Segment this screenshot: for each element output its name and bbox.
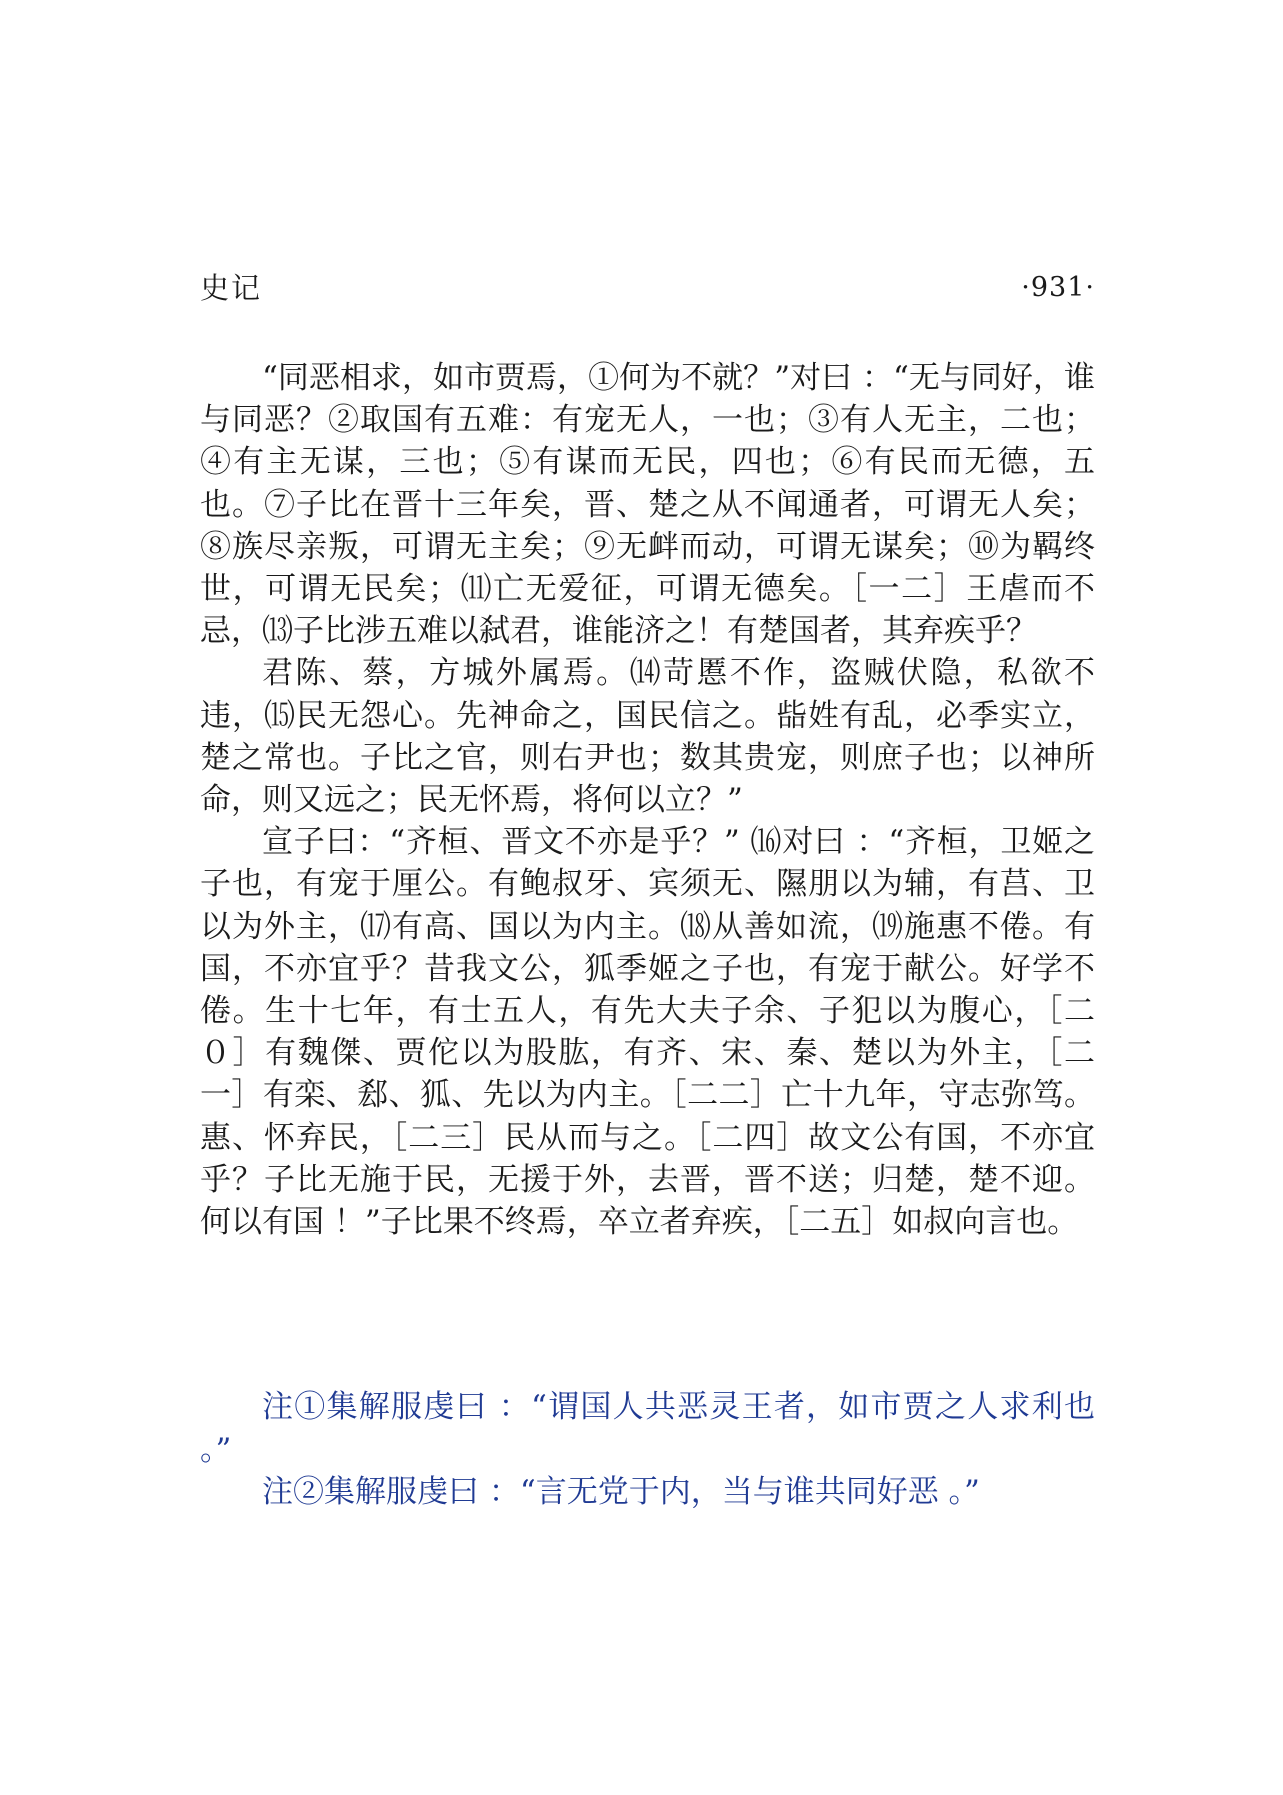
paragraph: 宣子曰：“齐桓、晋文不亦是乎？” ⒃对曰 ：“齐桓，卫姬之子也，有宠于厘公。有鲍叔牙、宾须无、隰朋以为辅，有莒、卫以为外主，⒄有高、国以为内主。⒅从善如流，⒆施惠不倦。有国，不亦宜乎？昔我文公，狐季姬之子也，有宠于献公。好学不倦。生十七年，有士五人，有先大夫子余、子犯以为腹心，［二０］有魏傑、贾佗以为股肱，有齐、宋、秦、楚以为外主，［二一］有栾、郄、狐、先以为内主。［二二］亡十九年，守志弥笃。惠、怀弃民，［二三］民从而与之。［二四］故文公有国，不亦宜乎？子比无施于民，无援于外，去晋，晋不送；归楚，楚不迎。何以有国 ！”子比果不终焉，卒立者弃疾，［二五］如叔向言也。 bbox=[200, 824, 1095, 1241]
page-number: ·931· bbox=[1021, 272, 1095, 303]
page-header bbox=[200, 268, 1095, 308]
note: 注①集解服虔曰 ：“谓国人共恶灵王者，如市贾之人求利也 。” bbox=[200, 1389, 1095, 1468]
book-title: 史记 bbox=[200, 271, 263, 305]
annotations bbox=[200, 1386, 1095, 1514]
paragraph: “同恶相求，如市贾焉，①何为不就？”对曰 ：“无与同好，谁与同恶？②取国有五难：有宠无人，一也；③有人无主，二也；④有主无谋，三也；⑤有谋而无民，四也；⑥有民而无德，五也。⑦子比在晋十三年矣，晋、楚之从不闻通者，可谓无人矣；⑧族尽亲叛，可谓无主矣；⑨无衅而动，可谓无谋矣；⑩为羁终世，可谓无民矣；⑾亡无爱征，可谓无德矣。［一二］王虐而不忌，⒀子比涉五难以弑君，谁能济之！有楚国者，其弃疾乎？ bbox=[200, 360, 1095, 650]
paragraph: 君陈、蔡，方城外属焉。⒁苛慝不作，盗贼伏隐，私欲不违，⒂民无怨心。先神命之，国民信之。啙姓有乱，必季实立，楚之常也。子比之官，则右尹也；数其贵宠，则庶子也；以神所命，则又远之；民无怀焉，将何以立？” bbox=[200, 655, 1095, 819]
note: 注②集解服虔曰 ：“言无党于内，当与谁共同好恶 。” bbox=[262, 1474, 980, 1510]
main-text bbox=[200, 357, 1095, 1243]
